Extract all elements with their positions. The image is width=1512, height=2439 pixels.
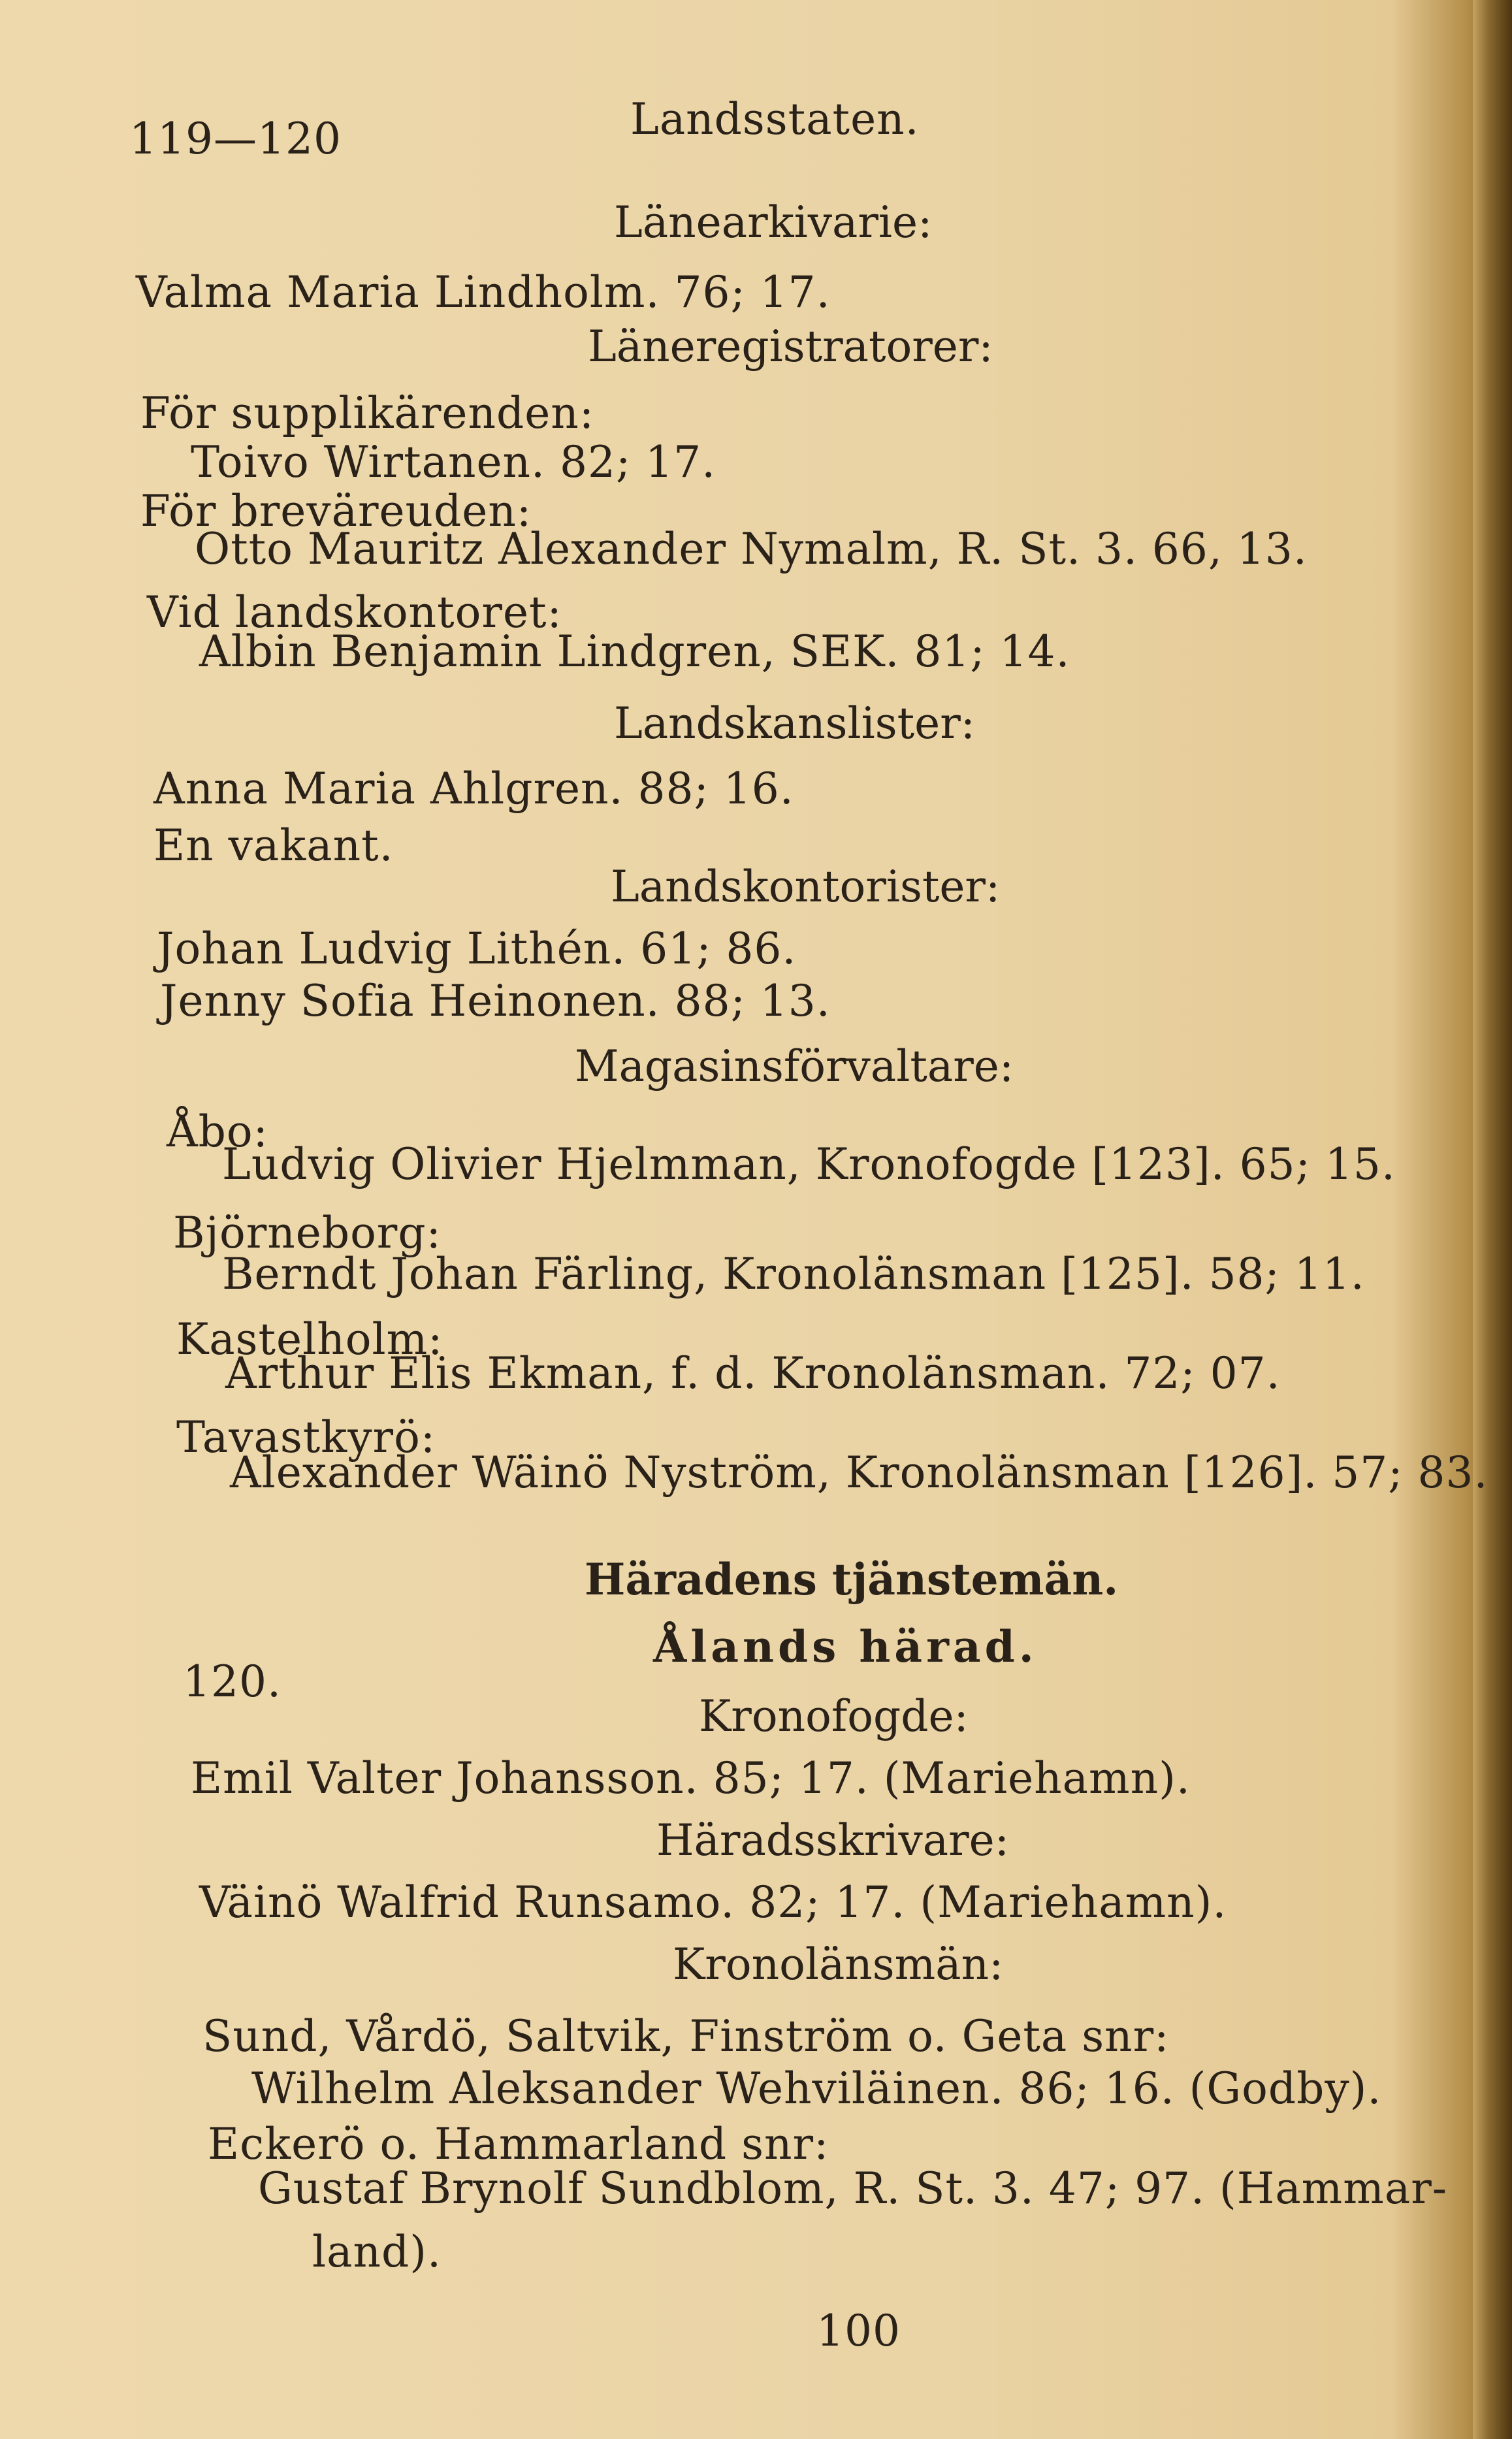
entry-subheading: För breväreuden:	[140, 486, 532, 536]
entry-line: Emil Valter Johansson. 85; 17. (Mariehamn).	[191, 1753, 1191, 1803]
section-heading: Landskanslister:	[614, 698, 975, 749]
entry-line: Jenny Sofia Heinonen. 88; 13.	[160, 976, 831, 1026]
entry-line: Albin Benjamin Lindgren, SEK. 81; 14.	[199, 626, 1070, 677]
section-heading: Häradsskrivare:	[656, 1815, 1009, 1866]
entry-line: Gustaf Brynolf Sundblom, R. St. 3. 47; 97. (Hammar-	[258, 2163, 1448, 2214]
entry-subheading: Eckerö o. Hammarland snr:	[208, 2119, 829, 2169]
entry-line: Johan Ludvig Lithén. 61; 86.	[157, 924, 797, 974]
section-heading: Länearkivarie:	[614, 197, 933, 248]
district-name: Ålands härad.	[653, 1621, 1038, 1672]
chapter-heading: Häradens tjänstemän.	[585, 1554, 1119, 1605]
entry-line: Berndt Johan Färling, Kronolänsman [125]. 58; 11.	[222, 1249, 1365, 1299]
entry-line: Arthur Elis Ekman, f. d. Kronolänsman. 72; 07.	[225, 1348, 1281, 1398]
section-heading: Landskontorister:	[611, 862, 1001, 912]
entry-subheading: Sund, Vårdö, Saltvik, Finström o. Geta snr:	[202, 2011, 1170, 2061]
section-number: 120.	[183, 1656, 281, 1707]
page-title: Landsstaten.	[630, 94, 920, 144]
entry-line: Wilhelm Aleksander Wehviläinen. 86; 16. (Godby).	[251, 2063, 1382, 2114]
section-heading: Kronofogde:	[699, 1691, 969, 1741]
page-number: 100	[816, 2306, 901, 2356]
entry-subheading: Kastelholm:	[176, 1314, 443, 1365]
entry-line: Valma Maria Lindholm. 76; 17.	[136, 267, 831, 317]
entry-line: Anna Maria Ahlgren. 88; 16.	[153, 764, 794, 814]
entry-subheading: Vid landskontoret:	[147, 587, 562, 638]
entry-line: land).	[312, 2227, 442, 2277]
book-spine	[1473, 0, 1512, 2439]
section-heading: Läneregistratorer:	[588, 321, 993, 372]
entry-line: Otto Mauritz Alexander Nymalm, R. St. 3. 66, 13.	[195, 524, 1308, 574]
entry-line: En vakant.	[153, 820, 394, 871]
entry-subheading: Tavastkyrö:	[176, 1412, 436, 1462]
entry-line: Toivo Wirtanen. 82; 17.	[191, 437, 716, 487]
entry-line: Alexander Wäinö Nyström, Kronolänsman [126]. 57; 83.	[230, 1447, 1488, 1498]
page-range: 119—120	[129, 114, 342, 164]
entry-line: Ludvig Olivier Hjelmman, Kronofogde [123]. 65; 15.	[222, 1139, 1396, 1189]
section-heading: Kronolänsmän:	[673, 1939, 1004, 1990]
section-heading: Magasinsförvaltare:	[575, 1041, 1014, 1091]
entry-subheading: Björneborg:	[173, 1208, 442, 1258]
entry-subheading: För supplikärenden:	[140, 388, 595, 438]
entry-line: Väinö Walfrid Runsamo. 82; 17. (Mariehamn).	[199, 1877, 1227, 1928]
entry-subheading: Åbo:	[167, 1106, 268, 1157]
